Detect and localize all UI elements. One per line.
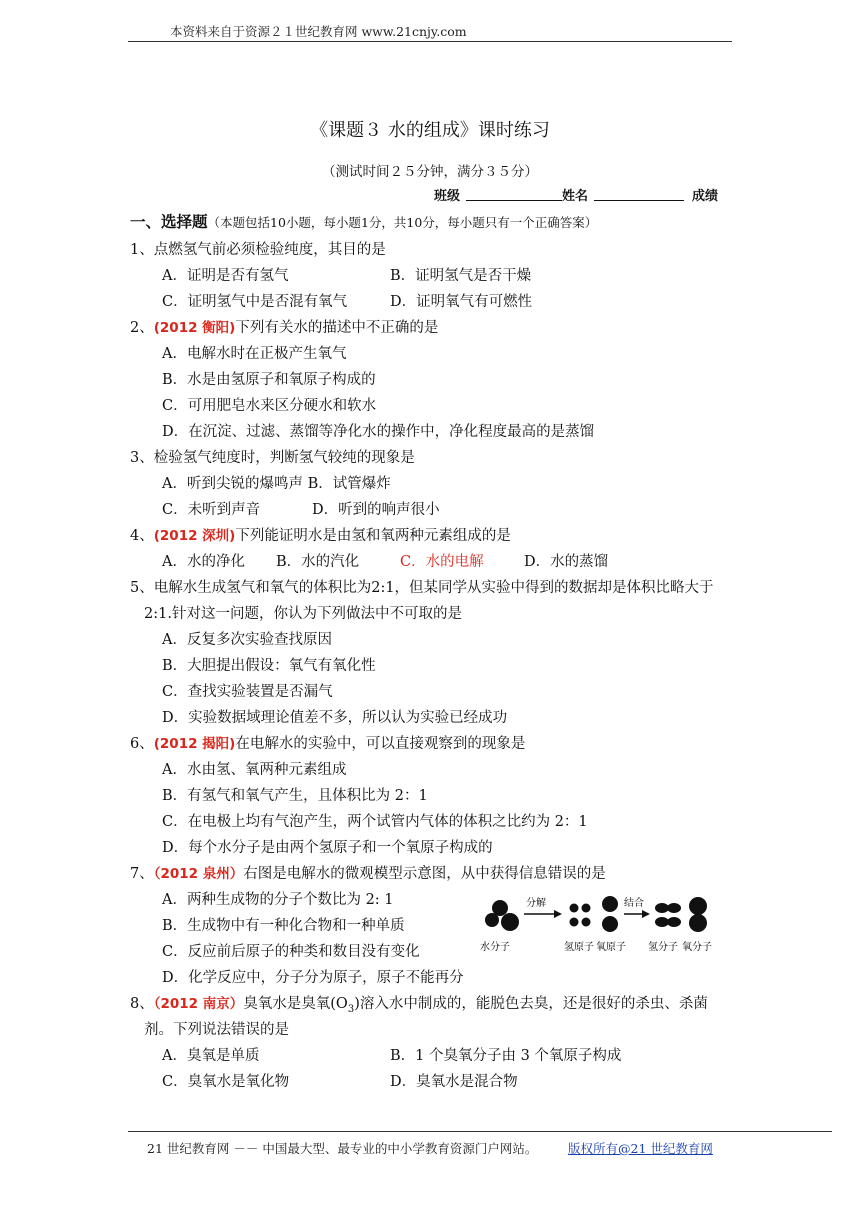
q4-option-d[interactable]: D．水的蒸馏	[524, 554, 609, 570]
label-hydrogen-molecule: 氢分子	[648, 942, 678, 953]
label-oxygen-atom: 氧原子	[596, 942, 626, 953]
q8-stem: 臭氧水是臭氧(O	[243, 996, 348, 1012]
section-note: （本题包括10小题，每小题1分，共10分，每小题只有一个正确答案）	[207, 215, 598, 230]
arrow-decompose-head	[554, 910, 562, 918]
hydrogen-atom-icon	[570, 904, 591, 927]
q2-source-tag: (2012 衡阳)	[153, 320, 236, 336]
q6-source-tag: (2012 揭阳)	[153, 736, 236, 752]
arrow-combine-head	[642, 910, 650, 918]
q7-stem-line	[130, 862, 606, 883]
water-molecule-icon	[485, 900, 519, 931]
class-label: 班级	[434, 189, 461, 204]
q6-number: 6、	[130, 736, 154, 752]
hydrogen-molecule-icon	[655, 903, 681, 927]
q7-option-a[interactable]: A．两种生成物的分子个数比为 2: 1	[162, 892, 394, 908]
q5-option-a[interactable]: A．反复多次实验查找原因	[162, 632, 332, 648]
q3-option-ab[interactable]: A．听到尖锐的爆鸣声 B．试管爆炸	[162, 476, 391, 492]
footer-divider	[128, 1131, 832, 1132]
q8-stem-2: 剂。下列说法错误的是	[144, 1022, 289, 1038]
q5-stem-1: 5、电解水生成氢气和氧气的体积比为2:1，但某同学从实验中得到的数据却是体积比略大于	[130, 580, 714, 596]
q1-option-c[interactable]: C．证明氢气中是否混有氧气	[162, 294, 348, 310]
oxygen-atom-icon	[602, 896, 618, 932]
q6-option-d[interactable]: D．每个水分子是由两个氢原子和一个氧原子构成的	[162, 840, 493, 856]
q2-option-d[interactable]: D．在沉淀、过滤、蒸馏等净化水的操作中，净化程度最高的是蒸馏	[162, 424, 595, 440]
q4-number: 4、	[130, 528, 154, 544]
q5-option-d[interactable]: D．实验数据域理论值差不多，所以认为实验已经成功	[162, 710, 508, 726]
q4-option-b[interactable]: B．水的汽化	[276, 554, 360, 570]
q4-option-c[interactable]: C．水的电解	[400, 554, 484, 570]
q8-option-d[interactable]: D．臭氧水是混合物	[390, 1074, 518, 1090]
q4-source-tag: (2012 深圳)	[153, 528, 236, 544]
q8-number: 8、	[130, 996, 154, 1012]
q4-stem: 下列能证明水是由氢和氧两种元素组成的是	[235, 528, 511, 544]
footer-copyright-link[interactable]: 版权所有@21 世纪教育网	[568, 1141, 713, 1156]
section-heading	[130, 210, 597, 232]
q8-option-b[interactable]: B．1 个臭氧分子由 3 个氧原子构成	[390, 1048, 622, 1064]
q8-subscript: 3	[347, 1003, 355, 1015]
q7-number: 7、	[130, 866, 154, 882]
q2-stem-line	[130, 316, 438, 337]
q4-stem-line	[130, 524, 511, 545]
q3-stem: 3、检验氢气纯度时，判断氢气较纯的现象是	[130, 450, 415, 466]
header-divider	[128, 41, 732, 42]
q4-option-a[interactable]: A．水的净化	[162, 554, 245, 570]
q8-option-c[interactable]: C．臭氧水是氧化物	[162, 1074, 290, 1090]
footer-text: 21 世纪教育网 －－ 中国最大型、最专业的中小学教育资源门户网站。	[147, 1141, 538, 1156]
q5-option-c[interactable]: C．查找实验装置是否漏气	[162, 684, 333, 700]
q2-number: 2、	[130, 320, 154, 336]
electrolysis-model-diagram	[478, 890, 718, 958]
q8-option-a[interactable]: A．臭氧是单质	[162, 1048, 260, 1064]
q2-option-a[interactable]: A．电解水时在正极产生氧气	[162, 346, 347, 362]
q7-option-b[interactable]: B．生成物中有一种化合物和一种单质	[162, 918, 405, 934]
q6-option-a[interactable]: A．水由氢、氧两种元素组成	[162, 762, 347, 778]
oxygen-molecule-icon	[689, 897, 707, 932]
q5-option-b[interactable]: B．大胆提出假设：氧气有氧化性	[162, 658, 376, 674]
page-subtitle: （测试时间２５分钟，满分３５分）	[322, 164, 538, 180]
q6-option-b[interactable]: B．有氢气和氧气产生，且体积比为 2：1	[162, 788, 428, 804]
score-label: 成绩	[692, 189, 719, 204]
label-hydrogen-atom: 氢原子	[564, 942, 594, 953]
q7-option-d[interactable]: D．化学反应中，分子分为原子，原子不能再分	[162, 970, 464, 986]
q7-option-c[interactable]: C．反应前后原子的种类和数目没有变化	[162, 944, 420, 960]
label-water-molecule: 水分子	[480, 942, 510, 953]
q2-option-c[interactable]: C．可用肥皂水来区分硬水和软水	[162, 398, 377, 414]
q1-option-d[interactable]: D．证明氧气有可燃性	[390, 294, 533, 310]
label-oxygen-molecule: 氧分子	[682, 942, 712, 953]
name-label: 姓名	[562, 189, 589, 204]
q6-option-c[interactable]: C．在电极上均有气泡产生，两个试管内气体的体积之比约为 2：1	[162, 814, 588, 830]
q3-option-d[interactable]: D．听到的响声很小	[312, 502, 440, 518]
q3-option-c[interactable]: C．未听到声音	[162, 502, 261, 518]
q7-source-tag: （2012 泉州）	[153, 866, 244, 882]
q1-option-a[interactable]: A．证明是否有氢气	[162, 268, 289, 284]
section-title: 选择题	[161, 213, 208, 231]
q5-stem-2: 2:1.针对这一问题，你认为下列做法中不可取的是	[144, 606, 462, 622]
q2-option-b[interactable]: B．水是由氢原子和氧原子构成的	[162, 372, 376, 388]
arrow-label-combine: 结合	[624, 898, 644, 909]
q6-stem: 在电解水的实验中，可以直接观察到的现象是	[235, 736, 526, 752]
name-blank[interactable]	[594, 186, 684, 201]
q7-stem: 右图是电解水的微观模型示意图，从中获得信息错误的是	[243, 866, 606, 882]
header-source: 本资料来自于资源２１世纪教育网 www.21cnjy.com	[170, 24, 467, 39]
q1-stem: 1、点燃氢气前必须检验纯度，其目的是	[130, 242, 386, 258]
q2-stem: 下列有关水的描述中不正确的是	[235, 320, 439, 336]
q8-source-tag: （2012 南京）	[153, 996, 244, 1012]
arrow-label-decompose: 分解	[526, 898, 546, 909]
class-blank[interactable]	[466, 186, 562, 201]
q8-stem-rest: )溶入水中制成的，能脱色去臭，还是很好的杀虫、杀菌	[354, 996, 708, 1012]
q6-stem-line	[130, 732, 525, 753]
page-title: 《课题３ 水的组成》课时练习	[310, 120, 550, 141]
q1-option-b[interactable]: B．证明氢气是否干燥	[390, 268, 532, 284]
q8-stem-line	[130, 992, 708, 1015]
section-number: 一、	[130, 213, 162, 231]
